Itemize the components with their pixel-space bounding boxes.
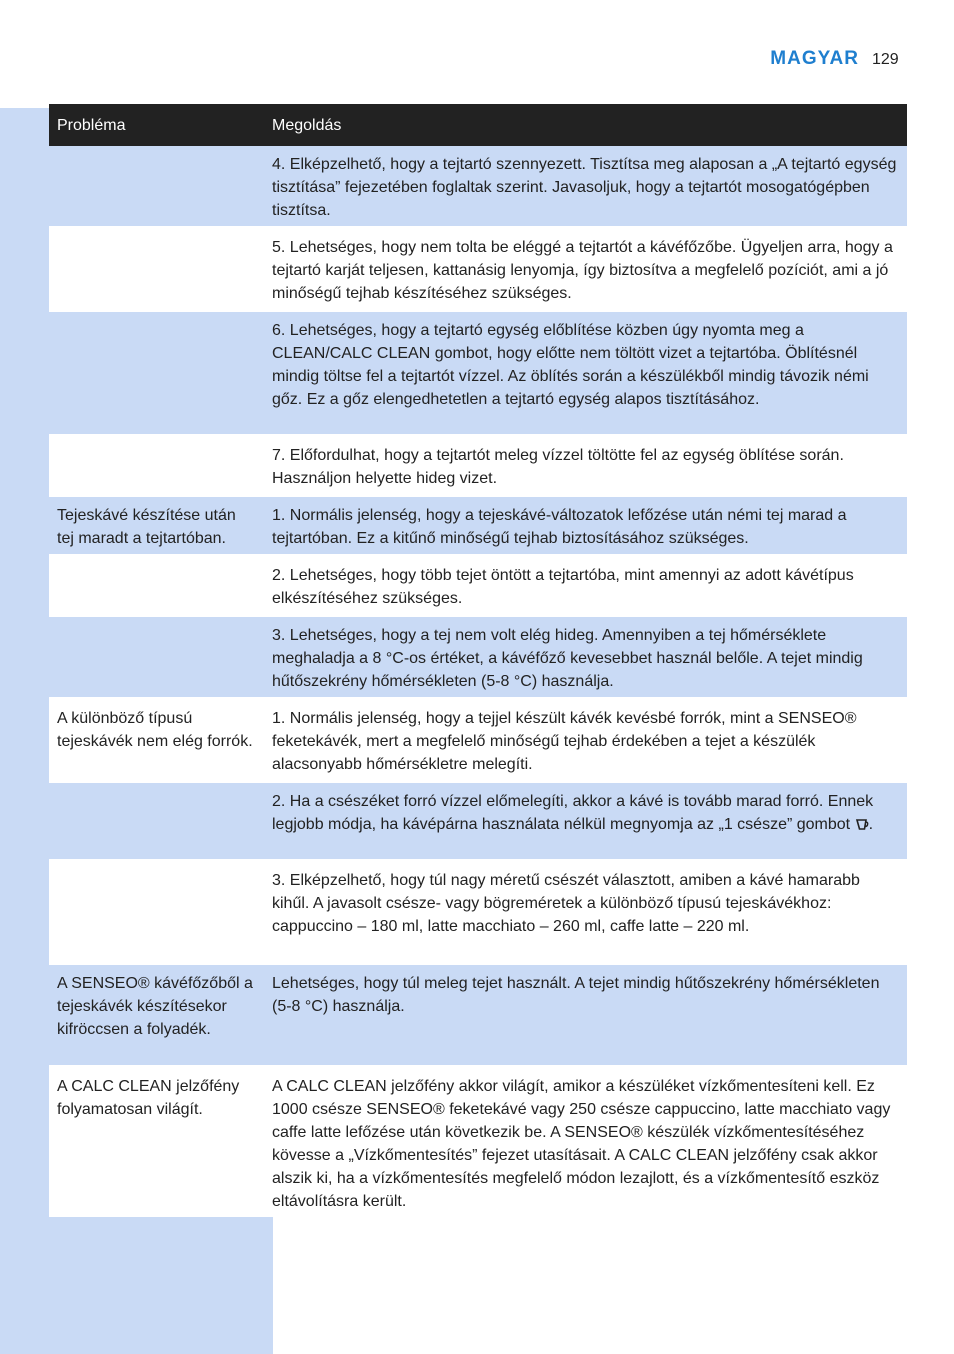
language-heading: MAGYAR — [770, 48, 859, 69]
table-row — [49, 146, 907, 229]
table-row — [49, 1068, 907, 1217]
problem-cell — [49, 617, 264, 700]
problem-cell: A CALC CLEAN jelzőfény folyamatosan világít. — [49, 1068, 264, 1217]
table-row — [49, 437, 907, 497]
column-header-solution: Megoldás — [264, 104, 907, 146]
one-cup-icon — [855, 815, 869, 838]
solution-text: 2. Ha a csészéket forró vízzel előmelegíti, akkor a kávé is tovább marad forró. Ennek legjobb módja, ha kávépárna használata nélkül megnyomja az „1 csésze” gombot — [272, 793, 874, 833]
table-row — [49, 862, 907, 965]
problem-cell — [49, 437, 264, 497]
table-row — [49, 497, 907, 557]
table-row — [49, 229, 907, 312]
solution-cell: 1. Normális jelenség, hogy a tejjel készült kávék kevésbé forrók, mint a SENSEO® feketekávék, mert a megfelelő minőségű tejhab érdekében a tejet a készülék alacsonyabb hőmérsékletre melegíti. — [264, 700, 907, 783]
solution-cell: 7. Előfordulhat, hogy a tejtartót meleg vízzel töltötte fel az egység öblítése során. Használjon helyette hideg vizet. — [264, 437, 907, 497]
problem-cell: A SENSEO® kávéfőzőből a tejeskávék készítésekor kifröccsen a folyadék. — [49, 965, 264, 1068]
solution-cell: 3. Lehetséges, hogy a tej nem volt elég hideg. Amennyiben a tej hőmérséklete meghaladja a 8 °C-os értéket, a kávéfőző kevesebbet használ belőle. A tejet mindig hűtőszekrény hőmérsékleten (5-8 °C) használja. — [264, 617, 907, 700]
table-row — [49, 617, 907, 700]
column-header-problem: Probléma — [49, 104, 264, 146]
problem-cell: A különböző típusú tejeskávék nem elég forrók. — [49, 700, 264, 783]
problem-cell — [49, 557, 264, 617]
solution-cell: 2. Lehetséges, hogy több tejet öntött a tejtartóba, mint amennyi az adott kávétípus elkészítéséhez szükséges. — [264, 557, 907, 617]
solution-cell: Lehetséges, hogy túl meleg tejet használt. A tejet mindig hűtőszekrény hőmérsékleten (5-8 °C) használja. — [264, 965, 907, 1068]
problem-cell — [49, 229, 264, 312]
solution-cell: A CALC CLEAN jelzőfény akkor világít, amikor a készüléket vízkőmentesíteni kell. Ez 1000 csésze SENSEO® feketekávé vagy 250 csésze cappuccino, latte macchiato vagy caffe latte lefőzése után következik be. A SENSEO® készülék vízkőmentesítéséhez kövesse a „Vízkőmentesítés” fejezet utasításait. A CALC CLEAN jelzőfény csak akkor alszik ki, ha a vízkőmentesítés megfelelő módon lezajlott, és a vízkőmentesítő eszköz eltávolításra került. — [264, 1068, 907, 1217]
table-row — [49, 557, 907, 617]
problem-cell — [49, 146, 264, 229]
problem-cell — [49, 783, 264, 862]
problem-cell: Tejeskávé készítése után tej maradt a tejtartóban. — [49, 497, 264, 557]
solution-cell — [264, 783, 907, 862]
solution-cell: 5. Lehetséges, hogy nem tolta be eléggé a tejtartót a kávéfőzőbe. Ügyeljen arra, hogy a tejtartó karját teljesen, kattanásig lenyomja, így biztosítva a megfelelő pozíciót, ami a jó minőségű tejhab készítéséhez szükséges. — [264, 229, 907, 312]
solution-text-end: . — [868, 816, 874, 833]
table-row — [49, 312, 907, 437]
page-number: 129 — [872, 51, 899, 68]
table-row — [49, 965, 907, 1068]
table-header-row — [49, 104, 907, 146]
solution-cell: 3. Elképzelhető, hogy túl nagy méretű csészét választott, amiben a kávé hamarabb kihűl. A javasolt csésze- vagy bögreméretek a különböző típusú tejeskávékhoz: cappuccino – 180 ml, latte macchiato – 260 ml, caffe latte – 220 ml. — [264, 862, 907, 965]
solution-cell: 4. Elképzelhető, hogy a tejtartó szennyezett. Tisztítsa meg alaposan a „A tejtartó egység tisztítása” fejezetében foglaltak szerint. Javasoljuk, hogy a tejtartót mosogatógépben tisztítsa. — [264, 146, 907, 229]
solution-cell: 6. Lehetséges, hogy a tejtartó egység előblítése közben úgy nyomta meg a CLEAN/CALC CLEAN gombot, hogy előtte nem töltött vizet a tejtartóba. Öblítésnél mindig töltse fel a tejtartót vízzel. Az öblítés során a készülékből mindig távozik némi gőz. Ez a gőz elengedhetetlen a tejtartó egység alapos tisztításához. — [264, 312, 907, 437]
table-row — [49, 783, 907, 862]
solution-cell: 1. Normális jelenség, hogy a tejeskávé-változatok lefőzése után némi tej marad a tejtartóban. Ez a kitűnő minőségű tejhab biztosításához szükséges. — [264, 497, 907, 557]
problem-cell — [49, 312, 264, 437]
table-row — [49, 700, 907, 783]
troubleshooting-table — [49, 104, 907, 1217]
problem-cell — [49, 862, 264, 965]
